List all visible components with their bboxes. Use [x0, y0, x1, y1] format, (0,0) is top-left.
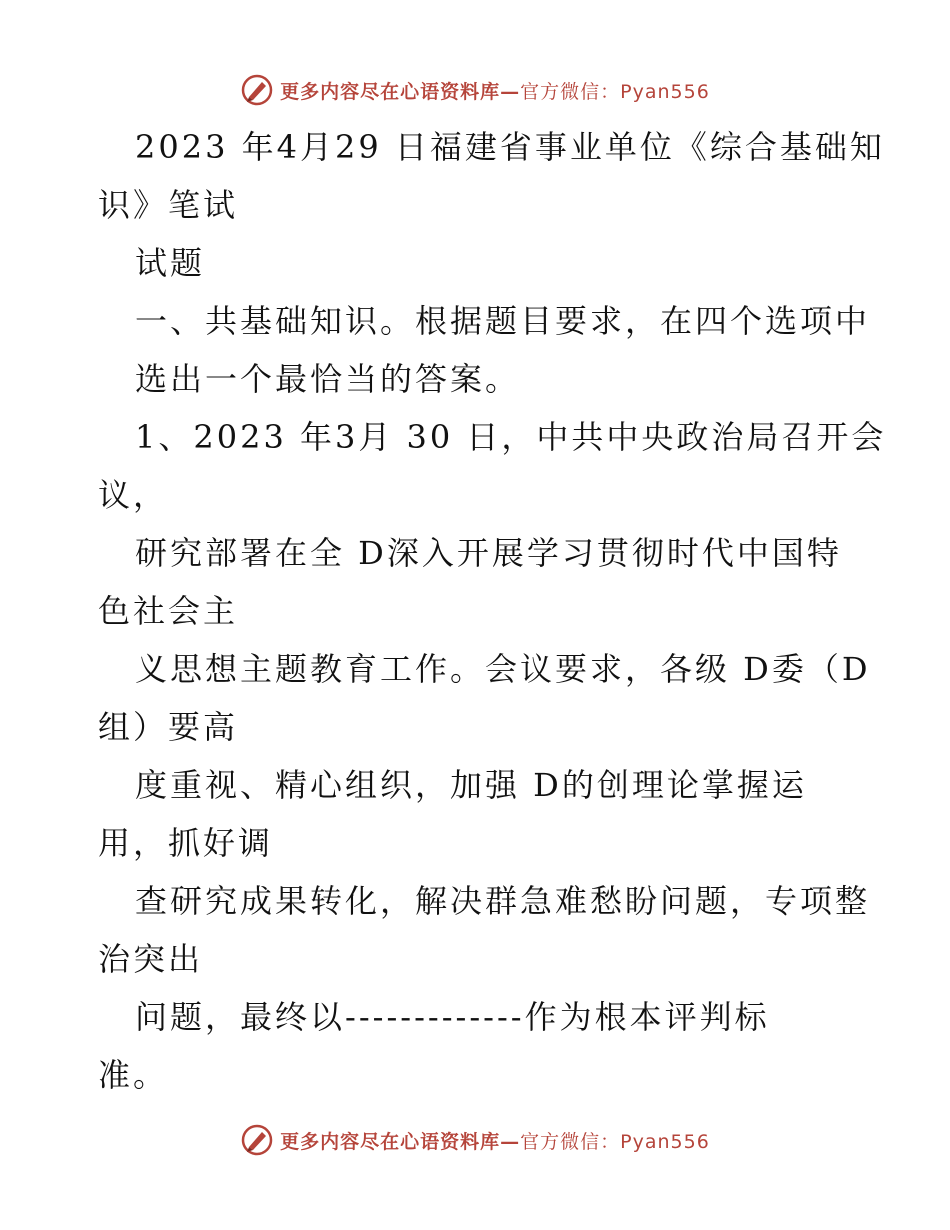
text-line: 准。 — [98, 1056, 169, 1094]
pen-logo-icon — [240, 73, 274, 107]
header-banner-text — [280, 77, 710, 104]
footer-banner — [0, 1120, 950, 1160]
text-line: 组）要高 — [98, 708, 239, 746]
banner-wechat: 官方微信：Pyan556 — [520, 80, 710, 103]
text-line: 查研究成果转化，解决群急难愁盼问题，专项整 — [135, 882, 871, 920]
text-line: 一、共基础知识。根据题目要求，在四个选项中 — [135, 302, 871, 340]
text-line: 用，抓好调 — [98, 824, 274, 862]
section-title: 试题 — [135, 244, 206, 282]
text-line: 议， — [98, 476, 169, 514]
text-line: 治突出 — [98, 940, 204, 978]
text-line: 2023 年4月29 日福建省事业单位《综合基础知 — [135, 128, 885, 166]
banner-separator: — — [500, 1130, 521, 1153]
text-line: 识》笔试 — [98, 186, 239, 224]
banner-wechat: 官方微信：Pyan556 — [520, 1130, 710, 1153]
text-line: 问题，最终以-------------作为根本评判标 — [135, 998, 770, 1036]
banner-title: 更多内容尽在心语资料库 — [280, 80, 501, 103]
header-banner — [0, 70, 950, 110]
banner-separator: — — [500, 80, 521, 103]
pen-logo-icon — [240, 1123, 274, 1157]
question-line: 1、2023 年3月 30 日，中共中央政治局召开会 — [135, 418, 887, 456]
text-line: 选出一个最恰当的答案。 — [135, 360, 521, 398]
banner-title: 更多内容尽在心语资料库 — [280, 1130, 501, 1153]
text-line: 色社会主 — [98, 592, 239, 630]
text-line: 度重视、精心组织，加强 D的创理论掌握运 — [135, 766, 807, 804]
footer-banner-text — [280, 1127, 710, 1154]
text-line: 研究部署在全 D深入开展学习贯彻时代中国特 — [135, 534, 842, 572]
text-line: 义思想主题教育工作。会议要求，各级 D委（D — [135, 650, 871, 688]
